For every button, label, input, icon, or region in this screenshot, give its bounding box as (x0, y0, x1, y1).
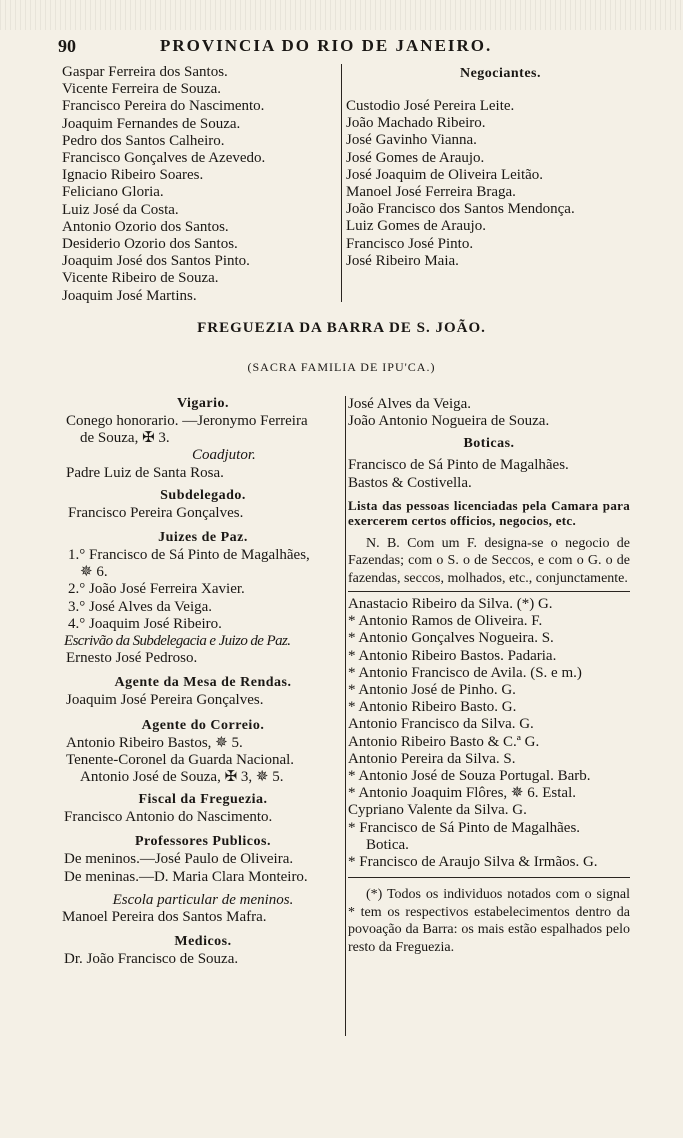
negociantes-heading: Negociantes. (459, 66, 541, 81)
section-subtitle: (SACRA FAMILIA DE IPU'CA.) (247, 360, 436, 374)
page-title: PROVINCIA DO RIO DE JANEIRO. (160, 36, 493, 55)
juiz-1-cont: ✵ 6. (80, 564, 108, 581)
list-item: Luiz José da Costa. (62, 201, 179, 218)
botica-2: Bastos & Costivella. (348, 474, 472, 491)
list-item: Francisco Pereira do Nascimento. (62, 98, 265, 115)
juiz-4: 4.° Joaquim José Ribeiro. (68, 615, 222, 632)
nogueira-line: João Antonio Nogueira de Souza. (348, 413, 550, 430)
juizes-heading: Juizes de Paz. (158, 530, 248, 546)
page-edge-texture (0, 0, 683, 30)
licenciado-item: Botica. (366, 836, 409, 853)
list-item: Francisco Gonçalves de Azevedo. (62, 150, 266, 167)
list-item: Vicente Ferreira de Souza. (62, 81, 222, 98)
licenciado-item: * Francisco de Araujo Silva & Irmãos. G. (348, 854, 598, 871)
left-column (62, 394, 344, 968)
negociante-item: Francisco José Pinto. (346, 235, 474, 252)
licenciado-item: * Antonio José de Souza Portugal. Barb. (348, 768, 591, 785)
juiz-3: 3.° José Alves da Veiga. (68, 598, 213, 615)
licenciado-item: * Antonio Ribeiro Bastos. Padaria. (348, 647, 557, 664)
negociante-item: José Ribeiro Maia. (346, 252, 459, 269)
section-title: FREGUEZIA DA BARRA DE S. JOÃO. (197, 320, 486, 336)
escola-name: Manoel Pereira dos Santos Mafra. (62, 909, 267, 926)
footnote: (*) Todos os individuos notados com o signal * tem os respectivos estabelecimentos dentro da povoação da Barra: os mais estão espalhados pelo resto da Freguezia. (348, 887, 630, 955)
medicos-heading: Medicos. (174, 934, 232, 950)
professor-meninos: De meninos.—José Paulo de Oliveira. (64, 851, 294, 868)
escrivao-heading: Escrivão da Subdelegacia e Juizo de Paz. (64, 633, 291, 650)
negociante-item: Custodio José Pereira Leite. (346, 98, 515, 114)
list-item: Pedro dos Santos Calheiro. (62, 132, 225, 149)
negociante-item: Luiz Gomes de Araujo. (346, 218, 486, 235)
negociantes-list (346, 98, 636, 270)
licenciado-item: * Antonio Francisco de Avila. (S. e m.) (348, 664, 582, 681)
list-item: Gaspar Ferreira dos Santos. (62, 64, 228, 80)
column-divider-bottom (345, 396, 346, 1036)
right-column (348, 396, 630, 956)
agente-correio-heading: Agente do Correio. (141, 717, 265, 733)
licenciado-item: * Antonio Ribeiro Basto. G. (348, 699, 517, 716)
subdelegado-heading: Subdelegado. (160, 487, 246, 503)
list-item: Desiderio Ozorio dos Santos. (62, 236, 238, 253)
vigario-line-1: Conego honorario. —Jeronymo Ferreira (66, 413, 308, 429)
licenciado-item: Antonio Francisco da Silva. G. (348, 716, 534, 733)
coadjutor-name: Padre Luiz de Santa Rosa. (66, 464, 224, 481)
agente-correio-name: Antonio Ribeiro Bastos, ✵ 5. (66, 734, 243, 751)
negociante-item: João Machado Ribeiro. (346, 115, 486, 132)
top-left-list (62, 64, 342, 305)
vigario-heading: Vigario. (176, 396, 230, 411)
vigario-line-2: de Souza, ✠ 3. (80, 430, 170, 447)
agente-rendas-heading: Agente da Mesa de Rendas. (114, 675, 292, 691)
medico-name: Dr. João Francisco de Souza. (64, 951, 239, 968)
list-item: Joaquim José Martins. (62, 287, 197, 304)
tenente-coronel-title: Tenente-Coronel da Guarda Nacional. (66, 751, 295, 768)
negociante-item: José Gavinho Vianna. (346, 132, 477, 149)
professores-heading: Professores Publicos. (135, 834, 271, 850)
list-item: Joaquim José dos Santos Pinto. (62, 253, 250, 270)
licenciado-item: Antonio Pereira da Silva. S. (348, 750, 516, 767)
escrivao-name: Ernesto José Pedroso. (66, 650, 198, 667)
lista-heading: Lista das pessoas licenciadas pela Camara para exercerem certos officios, negocios, etc. (348, 497, 630, 529)
footnote-rule (348, 877, 630, 878)
list-item: Vicente Ribeiro de Souza. (62, 270, 219, 287)
list-item: Joaquim Fernandes de Souza. (62, 115, 241, 132)
list-item: Ignacio Ribeiro Soares. (62, 167, 204, 184)
botica-1: Francisco de Sá Pinto de Magalhães. (348, 457, 569, 474)
subdelegado-name: Francisco Pereira Gonçalves. (68, 504, 244, 521)
licenciados-list (348, 596, 630, 871)
juiz-2: 2.° João José Ferreira Xavier. (68, 581, 245, 598)
licenciado-item: Cypriano Valente da Silva. G. (348, 802, 527, 819)
coadjutor-heading: Coadjutor. (192, 447, 256, 464)
licenciado-item: * Antonio Ramos de Oliveira. F. (348, 613, 543, 630)
fiscal-name: Francisco Antonio do Nascimento. (64, 809, 273, 826)
professora-meninas: De meninas.—D. Maria Clara Monteiro. (64, 868, 308, 885)
escola-heading: Escola particular de meninos. (112, 891, 294, 908)
negociantes-block (346, 64, 636, 270)
negociante-item: Manoel José Ferreira Braga. (346, 184, 516, 201)
nota-bene-rule (348, 591, 630, 592)
licenciado-item: Anastacio Ribeiro da Silva. (*) G. (348, 596, 553, 613)
licenciado-item: Antonio Ribeiro Basto & C.ª G. (348, 733, 540, 750)
nota-bene: N. B. Com um F. designa-se o negocio de Fazendas; com o S. o de Seccos, e com o G. o de fazendas, seccos, molhados, etc., conjunctamente. (348, 535, 630, 586)
list-item: Feliciano Gloria. (62, 184, 164, 201)
tenente-coronel-name: Antonio José de Souza, ✠ 3, ✵ 5. (80, 769, 284, 786)
licenciado-item: * Antonio Joaquim Flôres, ✵ 6. Estal. (348, 785, 576, 802)
column-divider-top (341, 64, 342, 302)
list-item: Antonio Ozorio dos Santos. (62, 218, 229, 235)
page-number: 90 (58, 36, 76, 56)
negociante-item: José Joaquim de Oliveira Leitão. (346, 166, 544, 183)
licenciado-item: * Francisco de Sá Pinto de Magalhães. (348, 819, 581, 836)
boticas-heading: Boticas. (463, 436, 515, 452)
fiscal-heading: Fiscal da Freguezia. (138, 792, 268, 808)
licenciado-item: * Antonio Gonçalves Nogueira. S. (348, 630, 554, 647)
veiga-line: José Alves da Veiga. (348, 396, 472, 412)
negociante-item: José Gomes de Araujo. (346, 149, 485, 166)
licenciado-item: * Antonio José de Pinho. G. (348, 682, 516, 699)
agente-rendas-name: Joaquim José Pereira Gonçalves. (66, 692, 264, 709)
juiz-1: 1.° Francisco de Sá Pinto de Magalhães, (68, 547, 310, 564)
negociante-item: João Francisco dos Santos Mendonça. (346, 201, 575, 218)
